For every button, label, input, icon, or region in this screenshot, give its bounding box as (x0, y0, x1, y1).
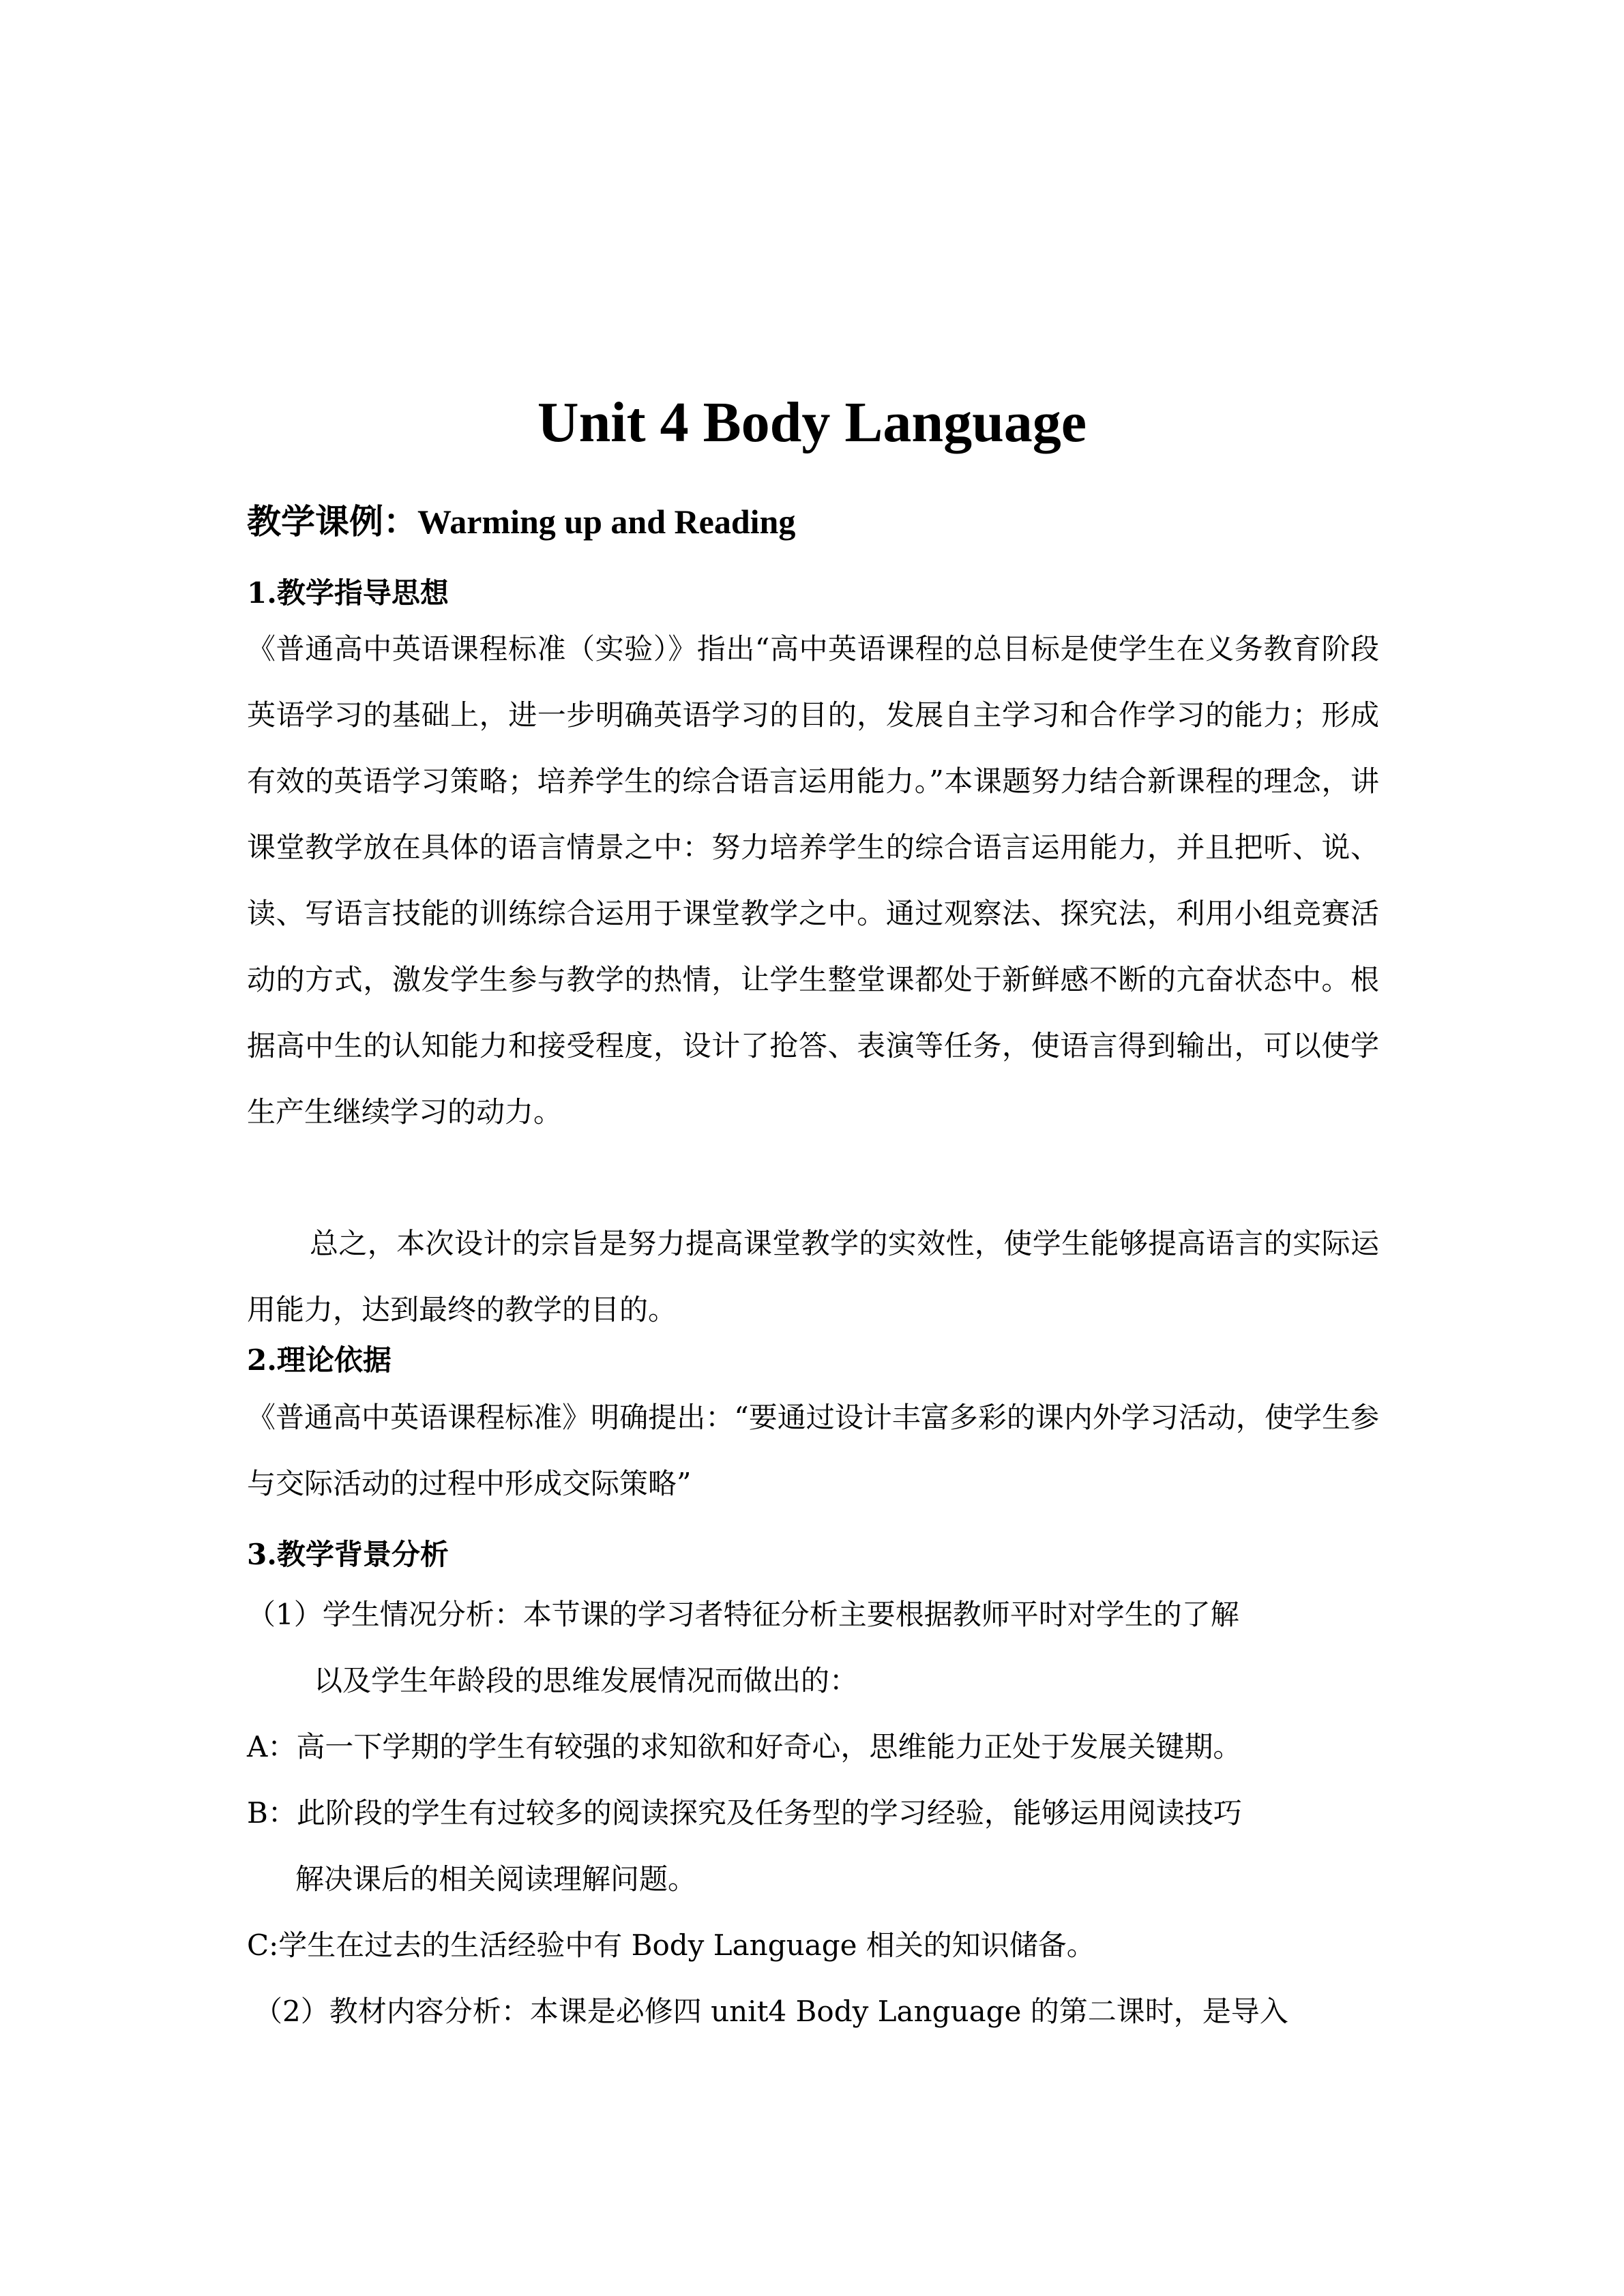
section-1-heading: 1.教学指导思想 (247, 576, 449, 610)
student-analysis-line-2: 以及学生年龄段的思维发展情况而做出的： (314, 1664, 859, 1697)
point-c: C:学生在过去的生活经验中有 Body Language 相关的知识储备。 (247, 1928, 1095, 1962)
subtitle-english: Warming up and Reading (417, 503, 796, 541)
document-title: Unit 4 Body Language (537, 391, 1087, 454)
section-2-heading: 2.理论依据 (247, 1343, 392, 1377)
subtitle-prefix: 教学课例： (247, 501, 417, 541)
material-analysis-line-1: （2）教材内容分析：本课是必修四 unit4 Body Language 的第二课时，是导入 (254, 1995, 1288, 2028)
point-b-line-1: B：此阶段的学生有过较多的阅读探究及任务型的学习经验，能够运用阅读技巧 (247, 1796, 1242, 1830)
section-2-paragraph: 《普通高中英语课程标准》明确提出：“要通过设计丰富多彩的课内外学习活动，使学生参与交际活动的过程中形成交际策略” (247, 1401, 1379, 1500)
section-3-heading: 3.教学背景分析 (247, 1538, 449, 1571)
section-1-paragraph-2: 总之，本次设计的宗旨是努力提高课堂教学的实效性，使学生能够提高语言的实际运用能力，达到最终的教学的目的。 (247, 1227, 1379, 1326)
point-b-line-2: 解决课后的相关阅读理解问题。 (295, 1862, 697, 1896)
student-analysis-line-1: （1）学生情况分析：本节课的学习者特征分析主要根据教师平时对学生的了解 (247, 1598, 1239, 1631)
section-1-paragraph-1: 《普通高中英语课程标准（实验）》指出“高中英语课程的总目标是使学生在义务教育阶段英语学习的基础上，进一步明确英语学习的目的，发展自主学习和合作学习的能力；形成有效的英语学习策略；培养学生的综合语言运用能力。”本课题努力结合新课程的理念，讲课堂教学放在具体的语言情景之中：努力培养学生的综合语言运用能力，并且把听、说、读、写语言技能的训练综合运用于课堂教学之中。通过观察法、探究法，利用小组竞赛活动的方式，激发学生参与教学的热情，让学生整堂课都处于新鲜感不断的亢奋状态中。根据高中生的认知能力和接受程度，设计了抢答、表演等任务，使语言得到输出，可以使学生产生继续学习的动力。 (247, 632, 1379, 1129)
point-a: A：高一下学期的学生有较强的求知欲和好奇心，思维能力正处于发展关键期。 (247, 1730, 1242, 1763)
lesson-subtitle (247, 494, 795, 549)
